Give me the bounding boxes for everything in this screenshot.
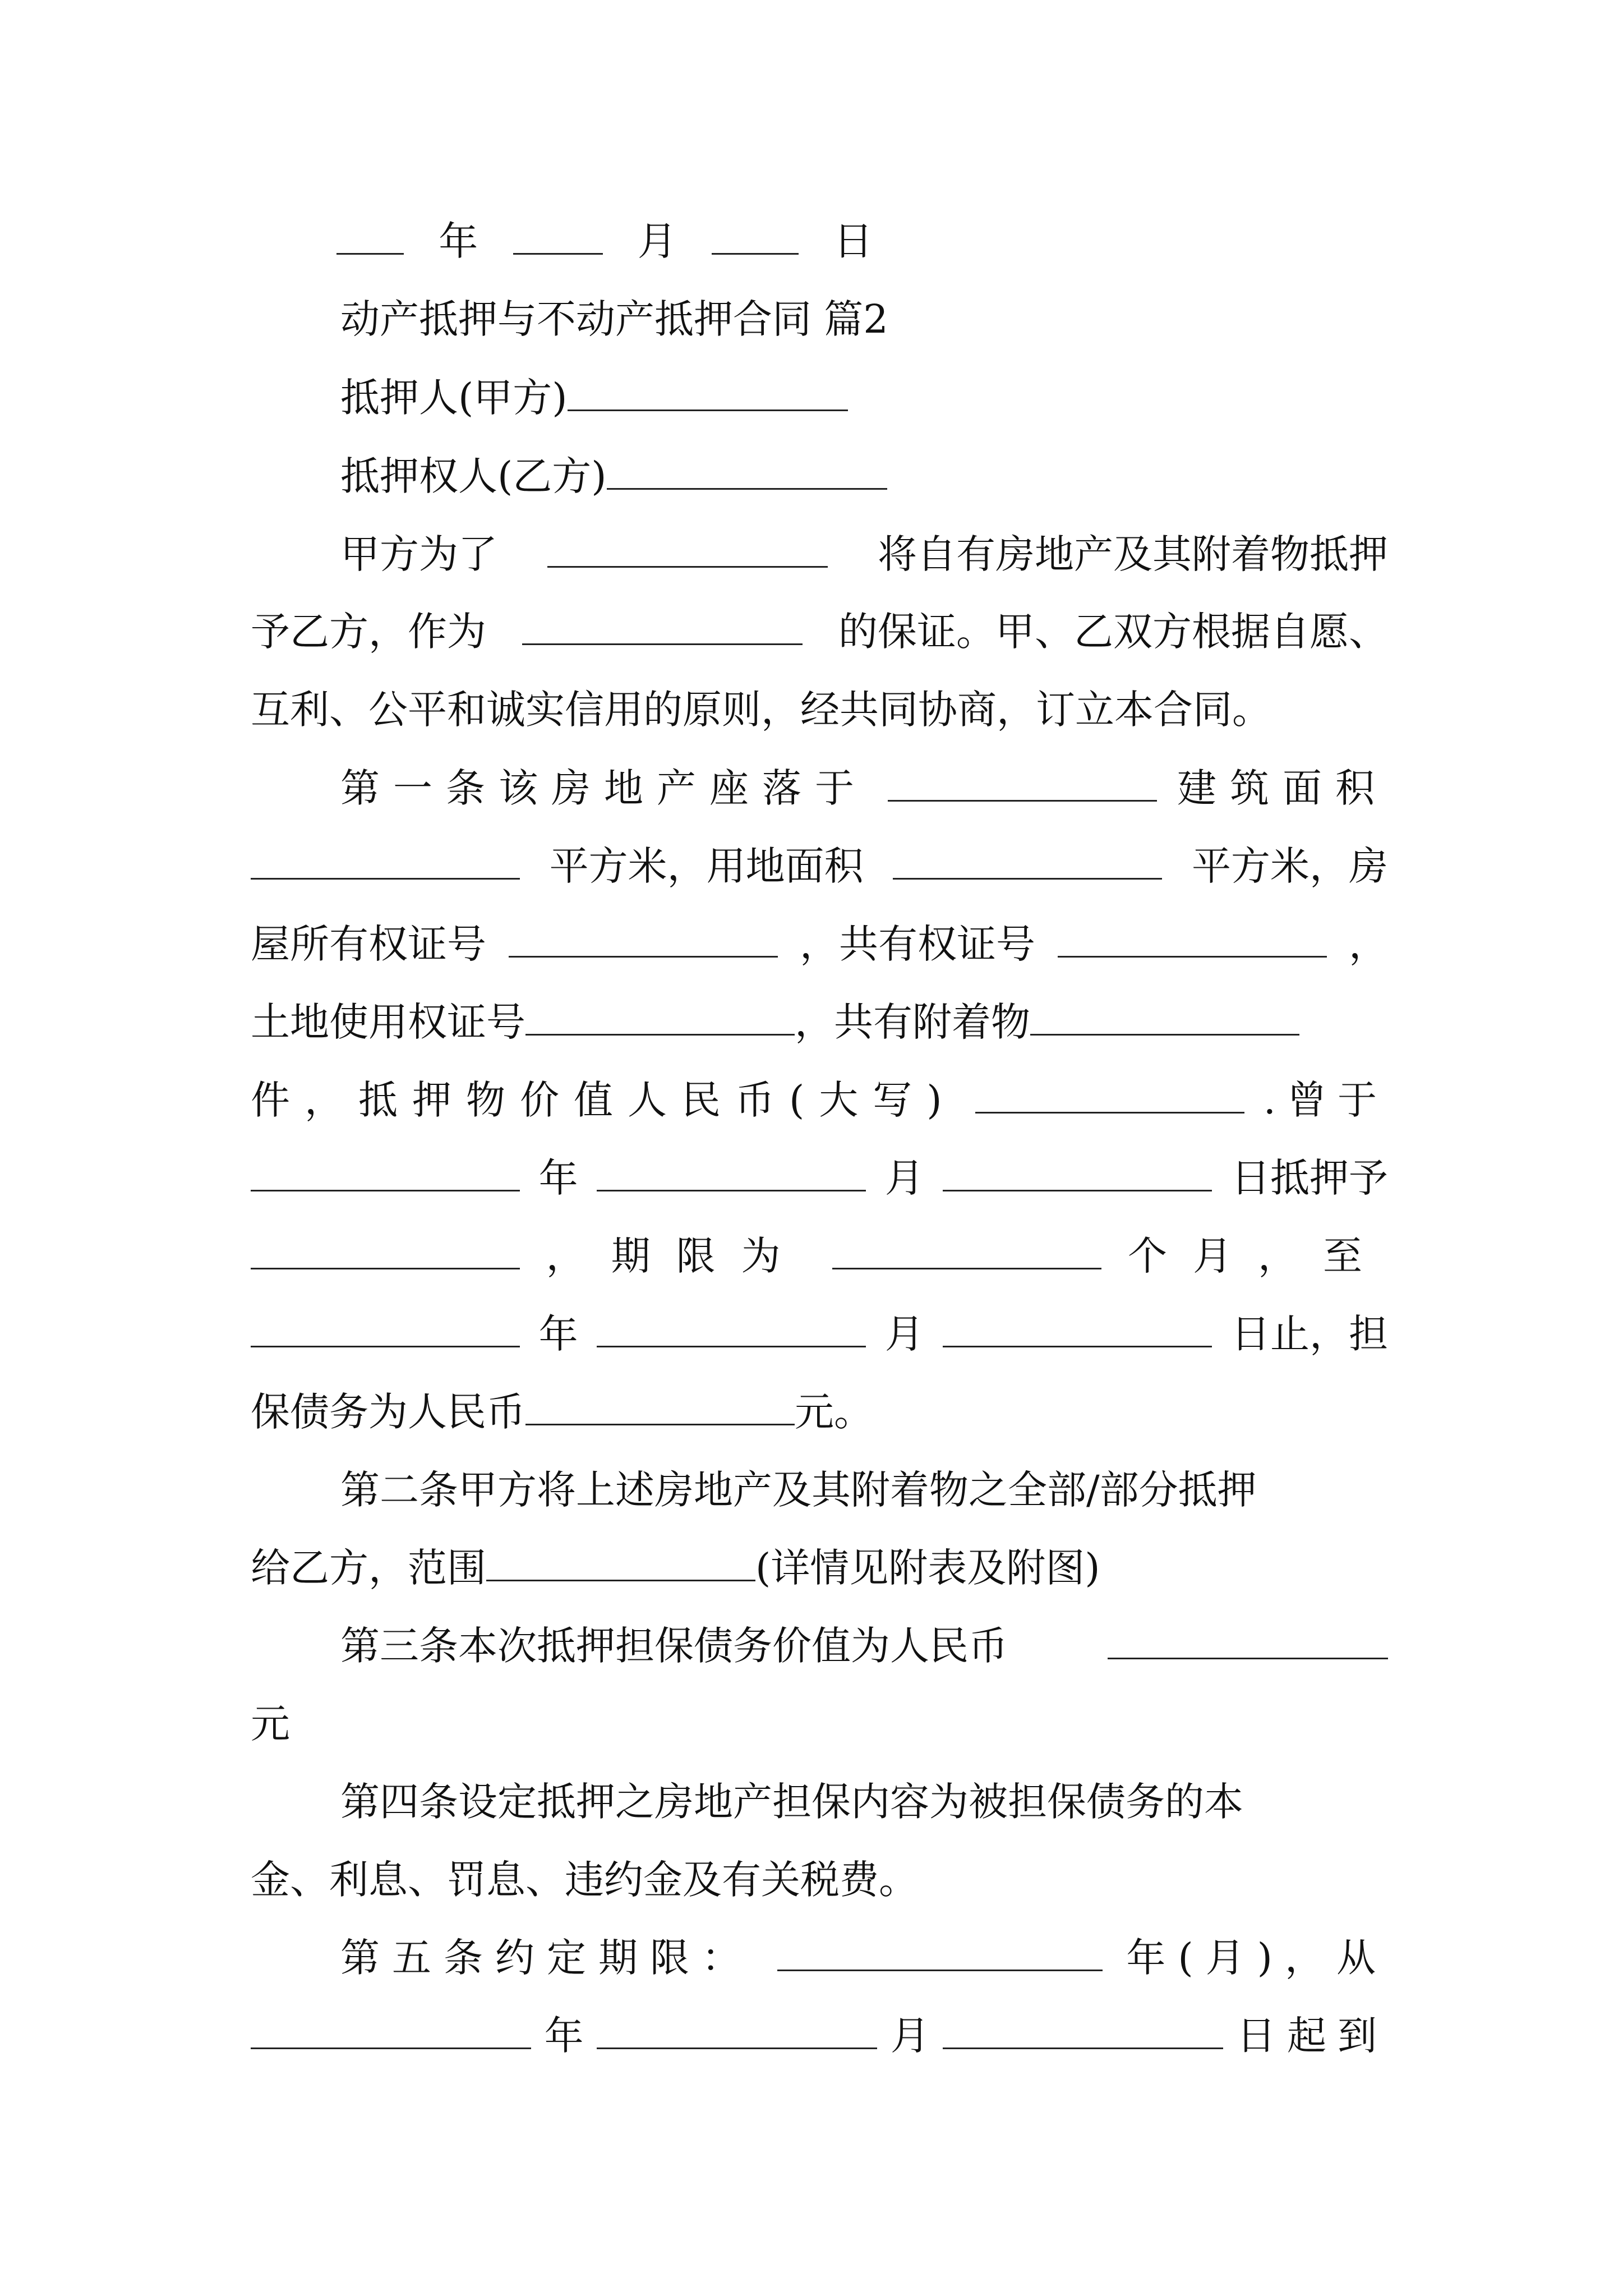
art1-text-s: 日止，担 — [1230, 1311, 1388, 1357]
end-month-blank — [597, 1311, 866, 1347]
mortgagee-label: 抵押权人(乙方) — [340, 453, 607, 499]
day-blank — [712, 218, 799, 255]
location-blank — [888, 765, 1157, 802]
land-use-cert-blank — [525, 999, 795, 1036]
art5-line-2 — [251, 2005, 1388, 2067]
intro-line-1 — [251, 523, 1388, 585]
art1-text-e: 屋所有权证号 — [251, 921, 486, 967]
art3-line-2: 元 — [251, 1701, 290, 1747]
art1-line-2 — [251, 835, 1388, 897]
art1-text-g: ， — [1349, 921, 1388, 967]
art3-line-1 — [251, 1615, 1388, 1677]
building-area-blank — [251, 843, 520, 880]
prior-day-blank — [943, 1155, 1212, 1191]
art1-text-p: 个月，至 — [1127, 1233, 1388, 1279]
art1-line-8 — [251, 1303, 1388, 1365]
prior-year-blank — [251, 1155, 520, 1191]
mortgagee-blank — [607, 453, 887, 490]
mortgagor-label: 抵押人(甲方) — [340, 375, 568, 421]
term-blank — [777, 1935, 1103, 1971]
art5-text-d: 月 — [890, 2013, 930, 2059]
intro-line-3: 互利、公平和诚实信用的原则，经共同协商，订立本合同。 — [251, 687, 1271, 733]
art1-text-n: 日抵押予 — [1230, 1155, 1388, 1201]
prior-month-blank — [597, 1155, 866, 1191]
art1-text-l: 年 — [538, 1155, 578, 1201]
date-year-label: 年 — [439, 218, 478, 264]
purpose-blank — [547, 531, 828, 568]
art1-text-b: 建筑面积 — [1177, 765, 1388, 811]
value-blank — [975, 1077, 1244, 1114]
art5-text-b: 年(月)，从 — [1126, 1935, 1388, 1981]
end-year-blank — [251, 1311, 520, 1347]
art1-text-k: .曾于 — [1263, 1077, 1388, 1123]
co-ownership-cert-blank — [1058, 921, 1327, 958]
debt-value-blank — [1108, 1623, 1388, 1659]
art2-text-b: 给乙方，范围 — [251, 1545, 486, 1591]
start-day-blank — [943, 2013, 1223, 2049]
intro-text-2a: 予乙方，作为 — [251, 609, 486, 655]
end-day-blank — [943, 1311, 1212, 1347]
art3-text-a: 第三条本次抵押担保债务价值为人民币 — [340, 1623, 1008, 1669]
attachments-blank — [1030, 999, 1299, 1036]
art1-line-1 — [251, 757, 1388, 819]
art1-line-9 — [251, 1381, 1388, 1443]
intro-text-2b: 的保证。甲、乙双方根据自愿、 — [838, 609, 1388, 655]
art1-line-5 — [251, 1069, 1388, 1131]
date-month-label: 月 — [637, 218, 677, 264]
art5-text-c: 年 — [544, 2013, 584, 2059]
art1-text-h: 土地使用权证号 — [251, 999, 525, 1045]
prior-debt-blank — [525, 1389, 795, 1425]
art1-text-t: 保债务为人民币 — [251, 1389, 525, 1435]
art1-text-c: 平方米，用地面积 — [549, 843, 864, 889]
ownership-cert-blank — [509, 921, 778, 958]
guarantee-blank — [522, 609, 803, 645]
art1-text-q: 年 — [538, 1311, 578, 1357]
art1-text-f: ，共有权证号 — [800, 921, 1035, 967]
art1-text-i: ，共有附着物 — [795, 999, 1030, 1045]
date-day-label: 日 — [833, 218, 873, 264]
art2-line-2 — [251, 1537, 1388, 1599]
art1-text-j: 件，抵押物价值人民币(大写) — [251, 1077, 957, 1123]
start-year-blank — [251, 2013, 531, 2049]
date-line — [336, 210, 897, 272]
art4-line-2: 金、利息、罚息、违约金及有关税费。 — [251, 1857, 918, 1903]
art1-text-r: 月 — [884, 1311, 924, 1357]
mortgagor-blank — [568, 375, 848, 411]
art2-text-c: (详情见附表及附图) — [755, 1545, 1100, 1591]
intro-text-1b: 将自有房地产及其附着物抵押 — [878, 531, 1388, 577]
prior-mortgagee-blank — [251, 1233, 520, 1269]
mortgagor-line — [340, 367, 1478, 429]
art1-text-a: 第一条该房地产座落于 — [340, 765, 868, 811]
document-title: 动产抵押与不动产抵押合同 篇2 — [340, 296, 888, 342]
art1-line-7 — [251, 1225, 1388, 1287]
art1-text-m: 月 — [884, 1155, 924, 1201]
art1-text-d: 平方米，房 — [1191, 843, 1388, 889]
land-area-blank — [893, 843, 1162, 880]
term-months-blank — [832, 1233, 1101, 1269]
art1-line-3 — [251, 913, 1388, 975]
mortgagee-line — [340, 445, 1478, 507]
art5-text-a: 第五条约定期限： — [340, 1935, 753, 1981]
art5-text-e: 日起到 — [1236, 2013, 1388, 2059]
art1-line-6 — [251, 1147, 1388, 1209]
intro-text-1a: 甲方为了 — [340, 531, 497, 577]
art4-line-1: 第四条设定抵押之房地产担保内容为被担保债务的本 — [340, 1779, 1243, 1825]
art2-line-1: 第二条甲方将上述房地产及其附着物之全部/部分抵押 — [340, 1467, 1257, 1513]
scope-blank — [486, 1545, 755, 1581]
intro-line-2 — [251, 601, 1388, 662]
month-blank — [513, 218, 603, 255]
art1-line-4 — [251, 991, 1388, 1053]
art5-line-1 — [251, 1927, 1388, 1989]
art1-text-u: 元。 — [795, 1389, 873, 1435]
start-month-blank — [597, 2013, 877, 2049]
art1-text-o: ，期限为 — [546, 1233, 806, 1279]
year-blank — [336, 218, 404, 255]
